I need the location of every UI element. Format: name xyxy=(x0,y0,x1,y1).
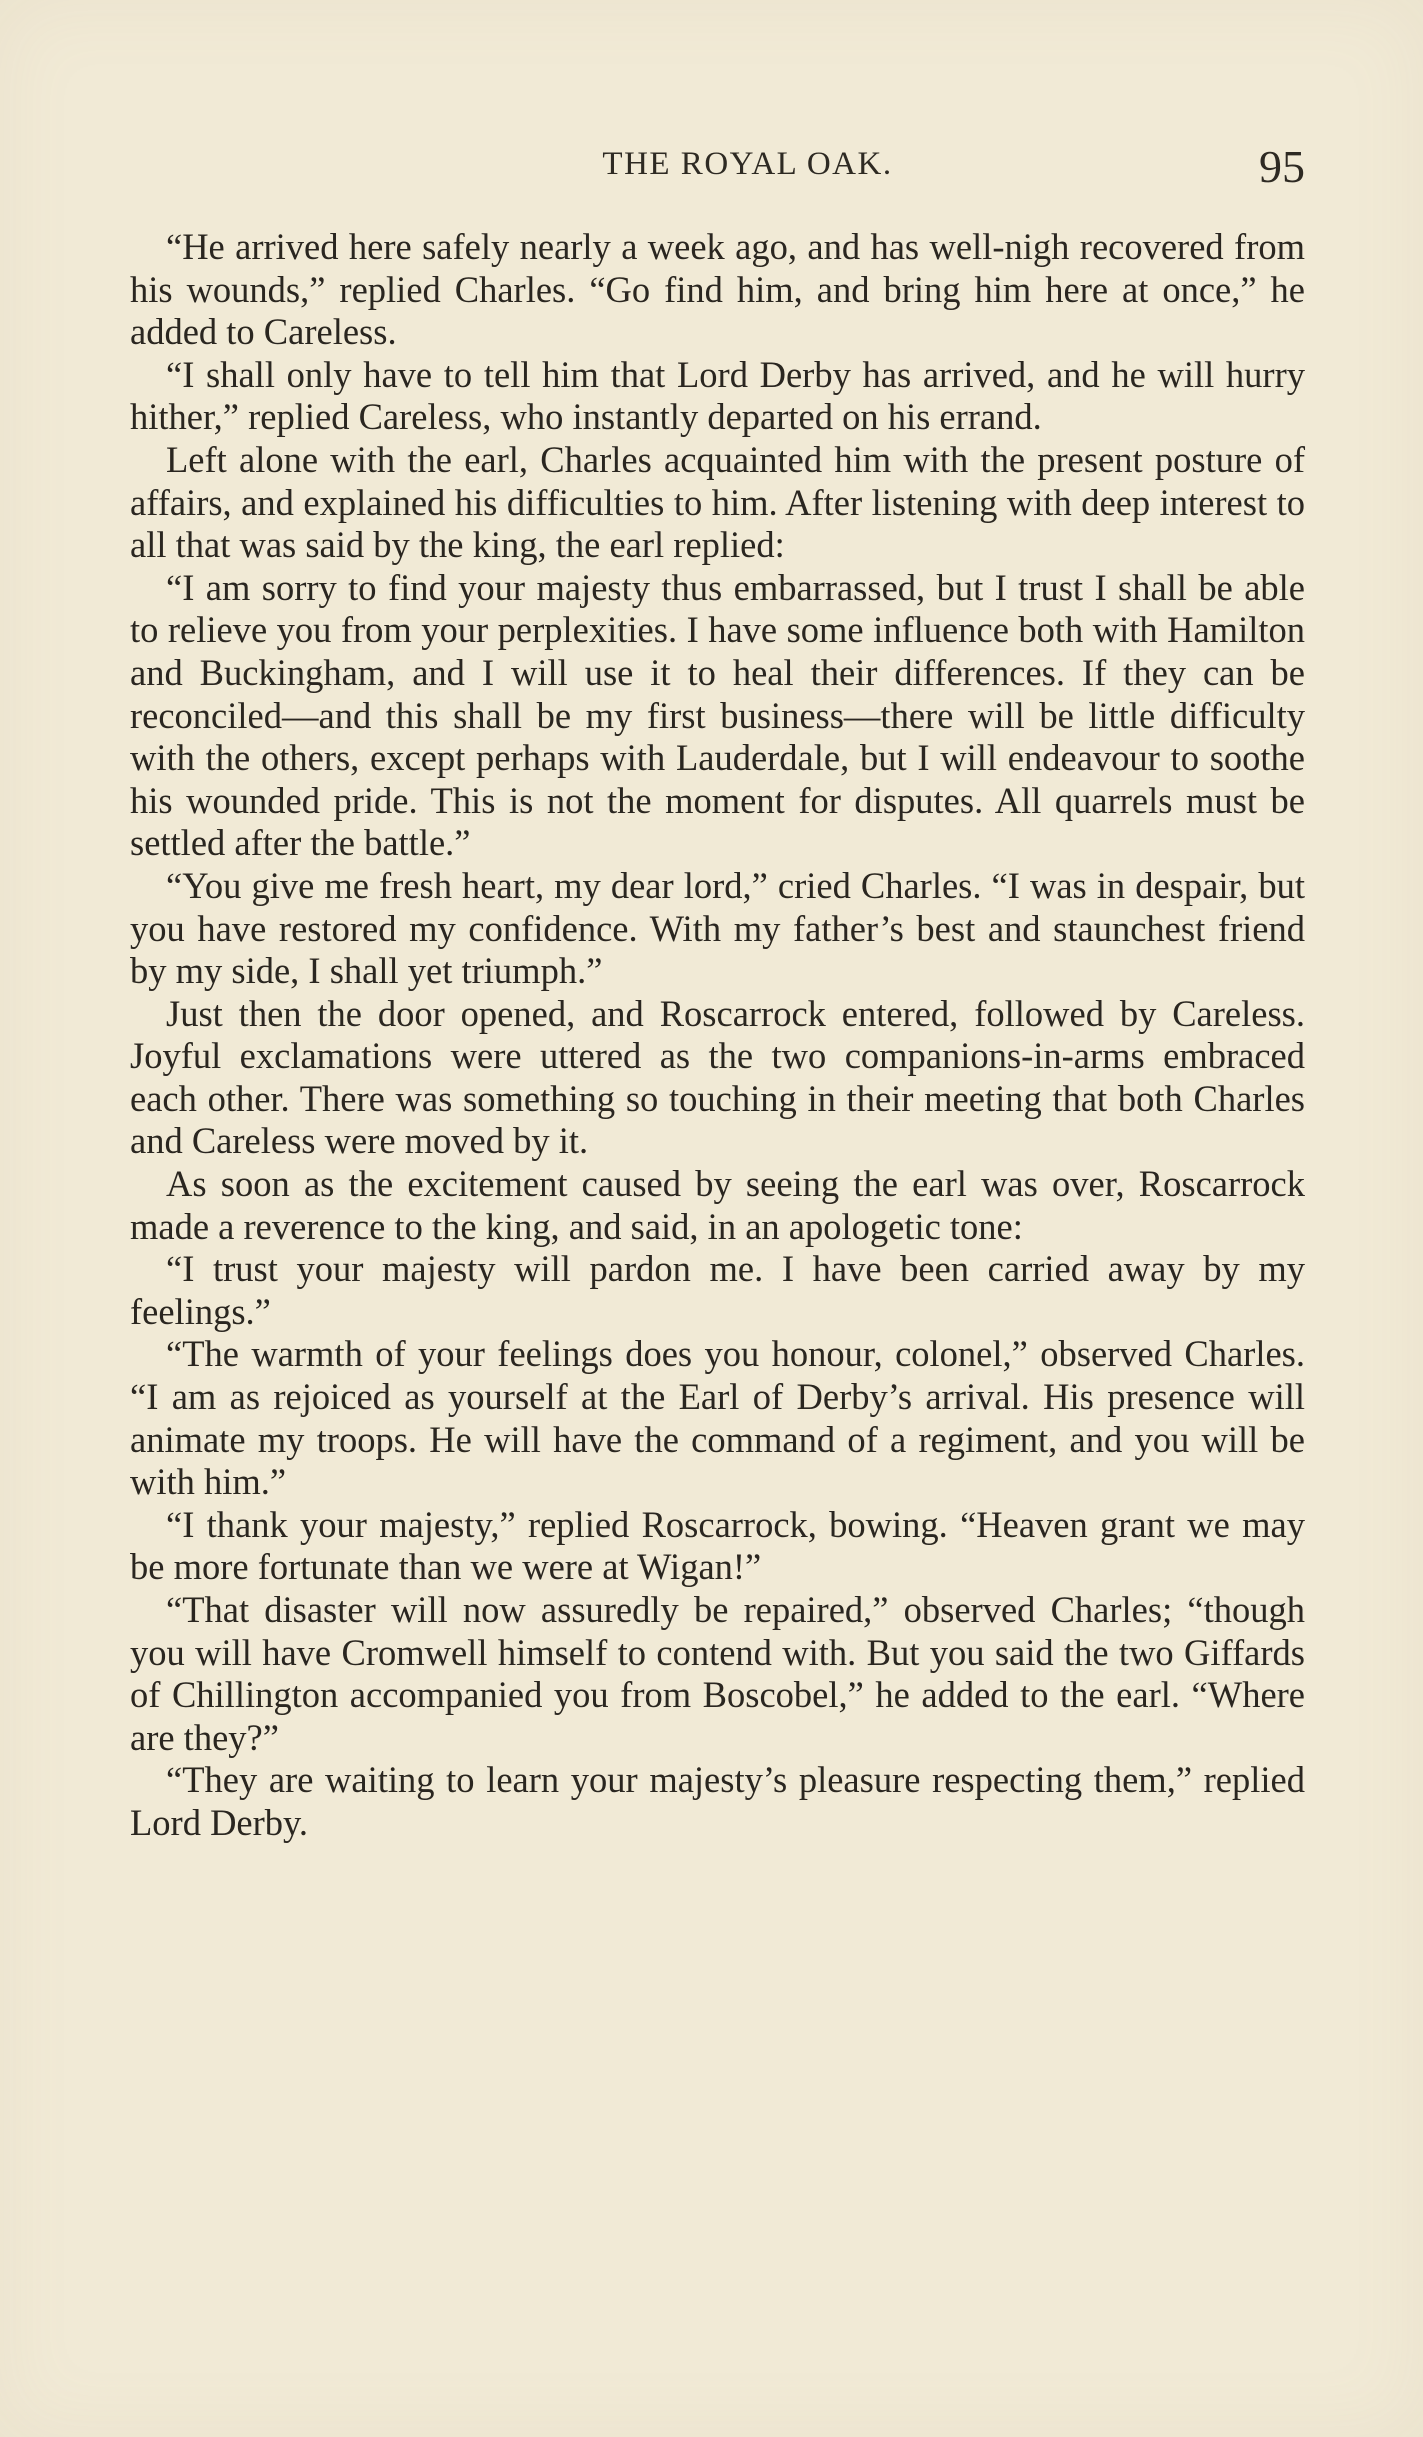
paragraph: “That disaster will now assuredly be repaired,” observed Charles; “though you will have Cromwell himself to contend with. But you said the two Giffards of Chillington accompanied you from Boscobel,” he added to the earl. “Where are they?” xyxy=(130,1589,1305,1758)
paragraph: “They are waiting to learn your majesty’s pleasure respecting them,” replied Lord Derby. xyxy=(130,1759,1305,1843)
paragraph: Left alone with the earl, Charles acquainted him with the present posture of affairs, and explained his difficulties to him. After listening with deep interest to all that was said by the king, the earl replied: xyxy=(130,438,1305,566)
page-header xyxy=(130,141,1305,206)
paragraph: “I am sorry to find your majesty thus embarrassed, but I trust I shall be able to relieve you from your perplexities. I have some influence both with Hamilton and Buckingham, and I will use it to heal their differences. If they can be reconciled—and this shall be my first business—there will be little difficulty with the others, except perhaps with Lauderdale, but I will endeavour to soothe his wounded pride. This is not the moment for disputes. All quarrels must be settled after the battle.” xyxy=(130,566,1305,864)
paragraph: “He arrived here safely nearly a week ago, and has well-nigh recovered from his wounds,” replied Charles. “Go find him, and bring him here at once,” he added to Careless. xyxy=(130,226,1305,353)
running-title: THE ROYAL OAK. xyxy=(602,146,893,182)
paragraph: “I trust your majesty will pardon me. I have been carried away by my feelings.” xyxy=(130,1248,1305,1332)
paragraph: “I shall only have to tell him that Lord Derby has arrived, and he will hurry hither,” replied Careless, who instantly departed on his errand. xyxy=(130,353,1305,438)
body-text xyxy=(130,226,1305,1845)
paragraph: As soon as the excitement caused by seeing the earl was over, Roscarrock made a reverence to the king, and said, in an apologetic tone: xyxy=(130,1163,1305,1247)
paragraph: “You give me fresh heart, my dear lord,” cried Charles. “I was in despair, but you have restored my confidence. With my father’s best and staunchest friend by my side, I shall yet triumph.” xyxy=(130,864,1305,992)
page-number: 95 xyxy=(1259,141,1305,192)
paragraph: “I thank your majesty,” replied Roscarrock, bowing. “Heaven grant we may be more fortunate than we were at Wigan!” xyxy=(130,1503,1305,1588)
paragraph: “The warmth of your feelings does you honour, colonel,” observed Charles. “I am as rejoiced as yourself at the Earl of Derby’s arrival. His presence will animate my troops. He will have the command of a regiment, and you will be with him.” xyxy=(130,1333,1305,1503)
paragraph: Just then the door opened, and Roscarrock entered, followed by Careless. Joyful exclamations were uttered as the two companions-in-arms embraced each other. There was something so touching in their meeting that both Charles and Careless were moved by it. xyxy=(130,992,1305,1162)
